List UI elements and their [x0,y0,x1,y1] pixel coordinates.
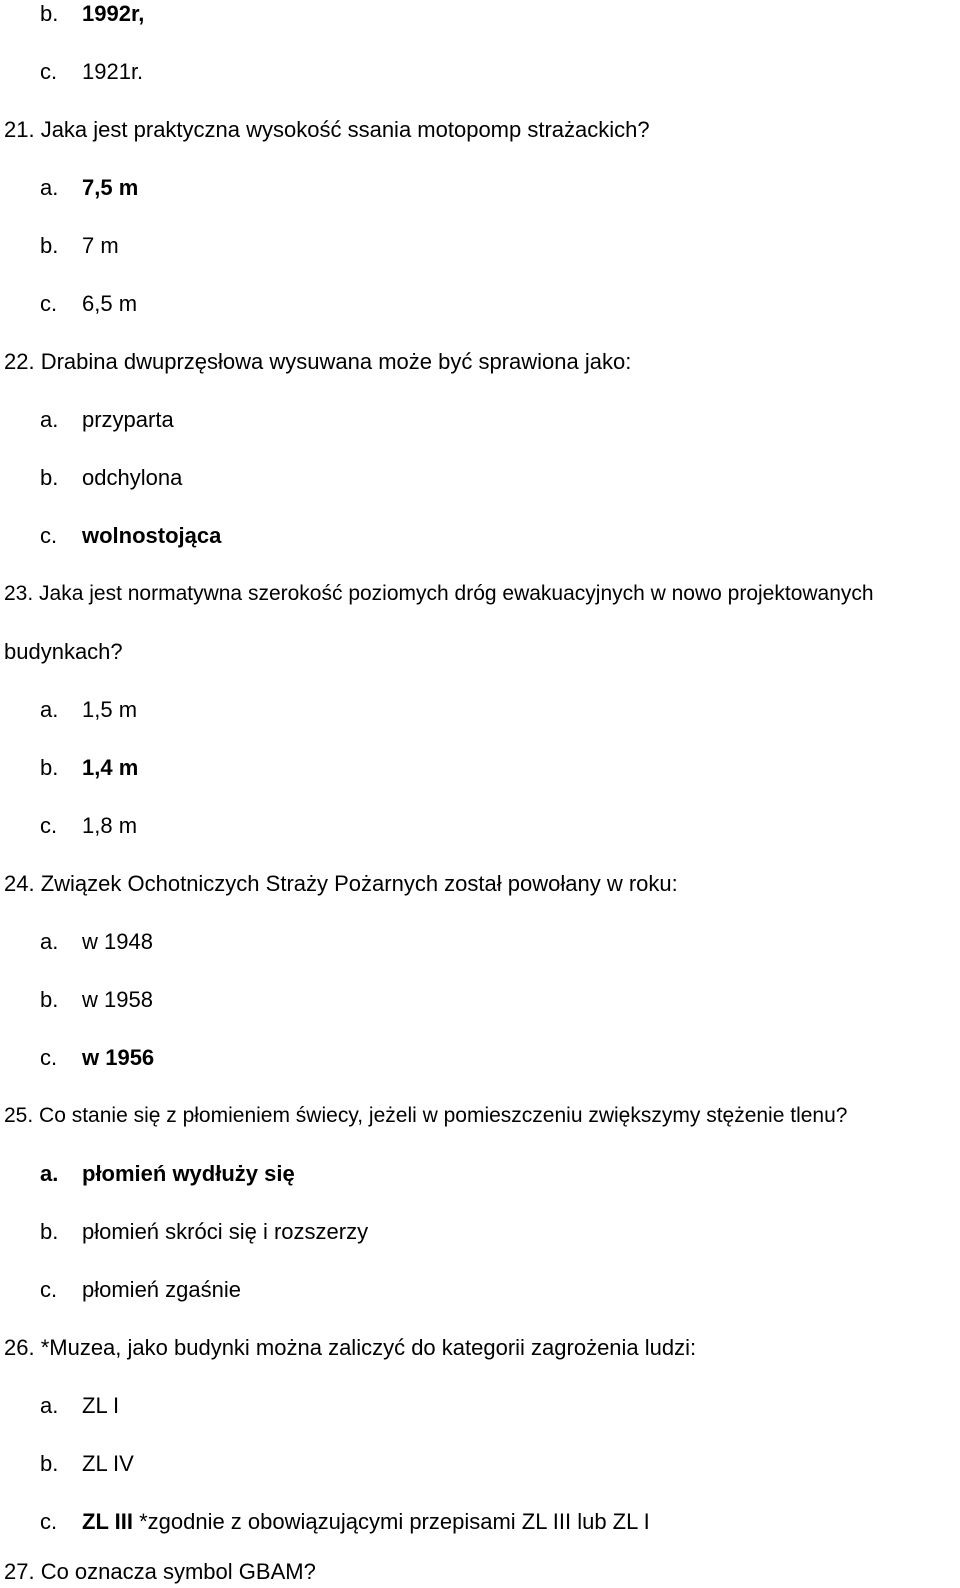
option-text: płomień zgaśnie [82,1277,241,1302]
option-label: b. [40,233,59,258]
option-text: 1,8 m [82,813,138,838]
question-23-line2: budynkach? [4,639,123,664]
answer-1992 [40,0,144,28]
option-label: c. [40,1509,58,1534]
answer-21c [40,290,137,318]
question-27: 27. Co oznacza symbol GBAM? [4,1559,316,1584]
option-label: c. [40,59,58,84]
answer-25c [40,1276,241,1304]
option-text: 7 m [82,233,119,258]
answer-26b [40,1450,134,1478]
option-label: c. [40,813,58,838]
answer-21a [40,174,138,202]
option-label: c. [40,1277,58,1302]
question-22: 22. Drabina dwuprzęsłowa wysuwana może być sprawiona jako: [4,349,632,374]
question-24: 24. Związek Ochotniczych Straży Pożarnych został powołany w roku: [4,871,678,896]
answer-1921 [40,58,143,86]
answer-23c [40,812,137,840]
option-text: ZL IV [82,1451,134,1476]
option-label: c. [40,523,58,548]
option-text: w 1956 [82,1045,155,1070]
option-label: b. [40,987,59,1012]
option-label: c. [40,291,58,316]
answer-21b [40,232,119,260]
option-text: płomień wydłuży się [82,1161,295,1186]
answer-24c [40,1044,154,1072]
option-text: przyparta [82,407,174,432]
question-26: 26. *Muzea, jako budynki można zaliczyć do kategorii zagrożenia ludzi: [4,1335,697,1360]
option-text: 1921r. [82,59,144,84]
option-text: odchylona [82,465,183,490]
option-label: b. [40,1451,59,1476]
option-label: a. [40,929,59,954]
option-label: b. [40,1,59,26]
option-label: c. [40,1045,58,1070]
question-25: 25. Co stanie się z płomieniem świecy, jeżeli w pomieszczeniu zwiększymy stężenie tlenu? [4,1104,848,1127]
option-label: a. [40,1161,59,1186]
answer-22a [40,406,174,434]
answer-25a [40,1160,295,1188]
answer-22c [40,522,221,550]
answer-24b [40,986,153,1014]
option-label: a. [40,407,59,432]
option-text: 7,5 m [82,175,139,200]
answer-24a [40,928,153,956]
option-label: b. [40,465,59,490]
question-21: 21. Jaka jest praktyczna wysokość ssania motopomp strażackich? [4,117,650,142]
option-label: b. [40,755,59,780]
option-text: w 1948 [82,929,153,954]
answer-23a [40,696,137,724]
answer-25b [40,1218,368,1246]
option-text: 6,5 m [82,291,138,316]
option-text: 1,5 m [82,697,138,722]
option-label: a. [40,697,59,722]
option-text: wolnostojąca [82,523,222,548]
option-text: płomień skróci się i rozszerzy [82,1219,369,1244]
answer-23b [40,754,138,782]
option-label: a. [40,175,59,200]
answer-22b [40,464,182,492]
answer-26a [40,1392,119,1420]
option-text: ZL I [82,1393,120,1418]
option-label: a. [40,1393,59,1418]
option-text: ZL III [82,1509,133,1534]
question-23-line1: 23. Jaka jest normatywna szerokość poziomych dróg ewakuacyjnych w nowo projektowanych [4,582,874,605]
option-text: w 1958 [82,987,153,1012]
answer-26c [40,1508,650,1536]
option-label: b. [40,1219,59,1244]
option-text: 1,4 m [82,755,139,780]
answer-footnote: *zgodnie z obowiązującymi przepisami ZL III lub ZL I [139,1509,650,1534]
option-text: 1992r, [82,1,145,26]
